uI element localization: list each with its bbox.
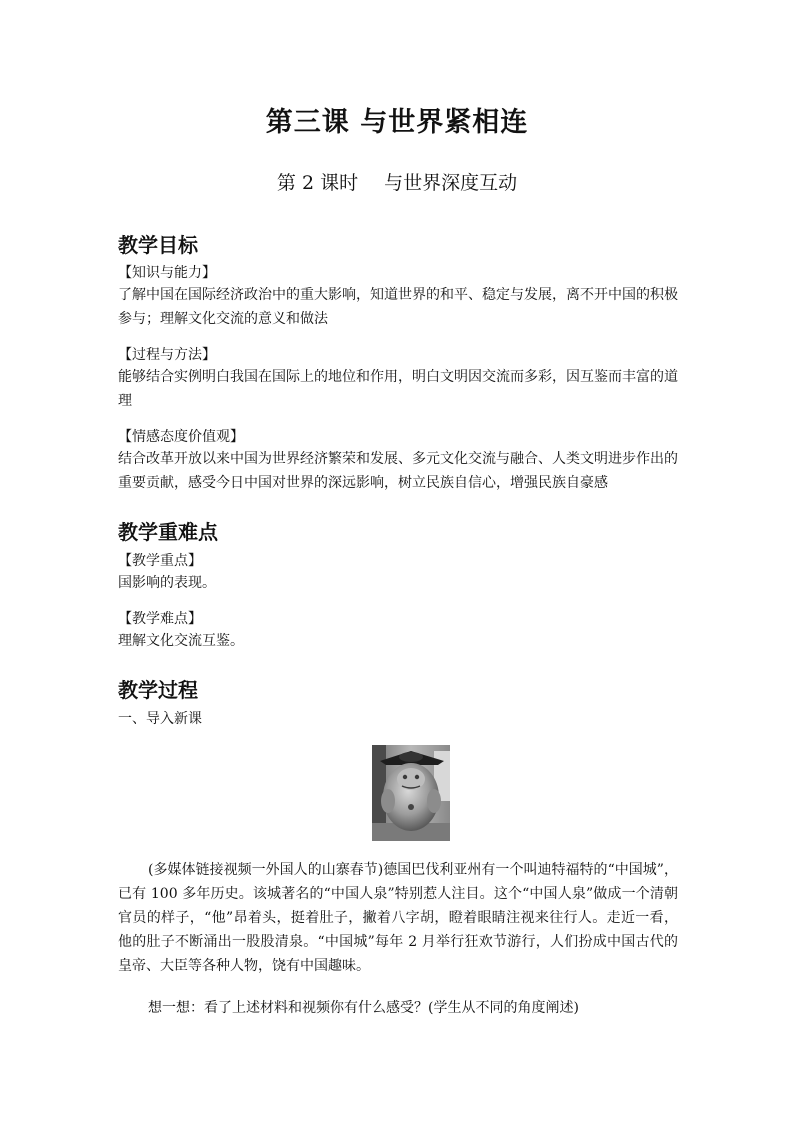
emotion-text: 结合改革开放以来中国为世界经济繁荣和发展、多元文化交流与融合、人类文明进步作出的重要贡献，感受今日中国对世界的深远影响，树立民族自信心，增强民族自豪感 (118, 451, 678, 491)
fountain-statue-photo (372, 745, 450, 841)
intro-step-label: 一、导入新课 (118, 711, 202, 727)
subtitle-period: 第 2 课时 (276, 172, 359, 194)
difficulty-text: 理解文化交流互鉴。 (118, 633, 244, 649)
think-prompt: 想一想：看了上述材料和视频你有什么感受？(学生从不同的角度阐述) (148, 1000, 579, 1016)
process-method-label: 【过程与方法】 (118, 347, 216, 363)
goals-heading: 教学目标 (118, 233, 198, 257)
lesson-title: 第三课 与世界紧相连 (265, 107, 529, 138)
focus-text: 国影响的表现。 (118, 575, 216, 591)
knowledge-label: 【知识与能力】 (118, 265, 216, 281)
key-points-heading: 教学重难点 (118, 520, 218, 544)
focus-label: 【教学重点】 (118, 553, 202, 569)
story-paragraph: (多媒体链接视频一外国人的山寨春节)德国巴伐利亚州有一个叫迪特福特的“中国城”，已有 100 多年历史。该城著名的“中国人泉”特别惹人注目。这个“中国人泉”做成一个清朝官员的样子，“他”昂着头，挺着肚子，撇着八字胡，瞪着眼睛注视来往行人。走近一看，他的肚子不断涌出一股股清泉。“中国城”每年 2 月举行狂欢节游行，人们扮成中国古代的皇帝、大臣等各种人物，饶有中国趣味。 (118, 862, 678, 974)
difficulty-label: 【教学难点】 (118, 611, 202, 627)
knowledge-text: 了解中国在国际经济政治中的重大影响，知道世界的和平、稳定与发展，离不开中国的积极参与；理解文化交流的意义和做法 (118, 287, 678, 327)
subtitle-topic: 与世界深度互动 (384, 172, 518, 194)
lesson-subtitle (0, 168, 794, 195)
emotion-label: 【情感态度价值观】 (118, 429, 244, 445)
process-heading: 教学过程 (118, 678, 198, 702)
process-method-text: 能够结合实例明白我国在国际上的地位和作用，明白文明因交流而多彩，因互鉴而丰富的道理 (118, 369, 678, 409)
